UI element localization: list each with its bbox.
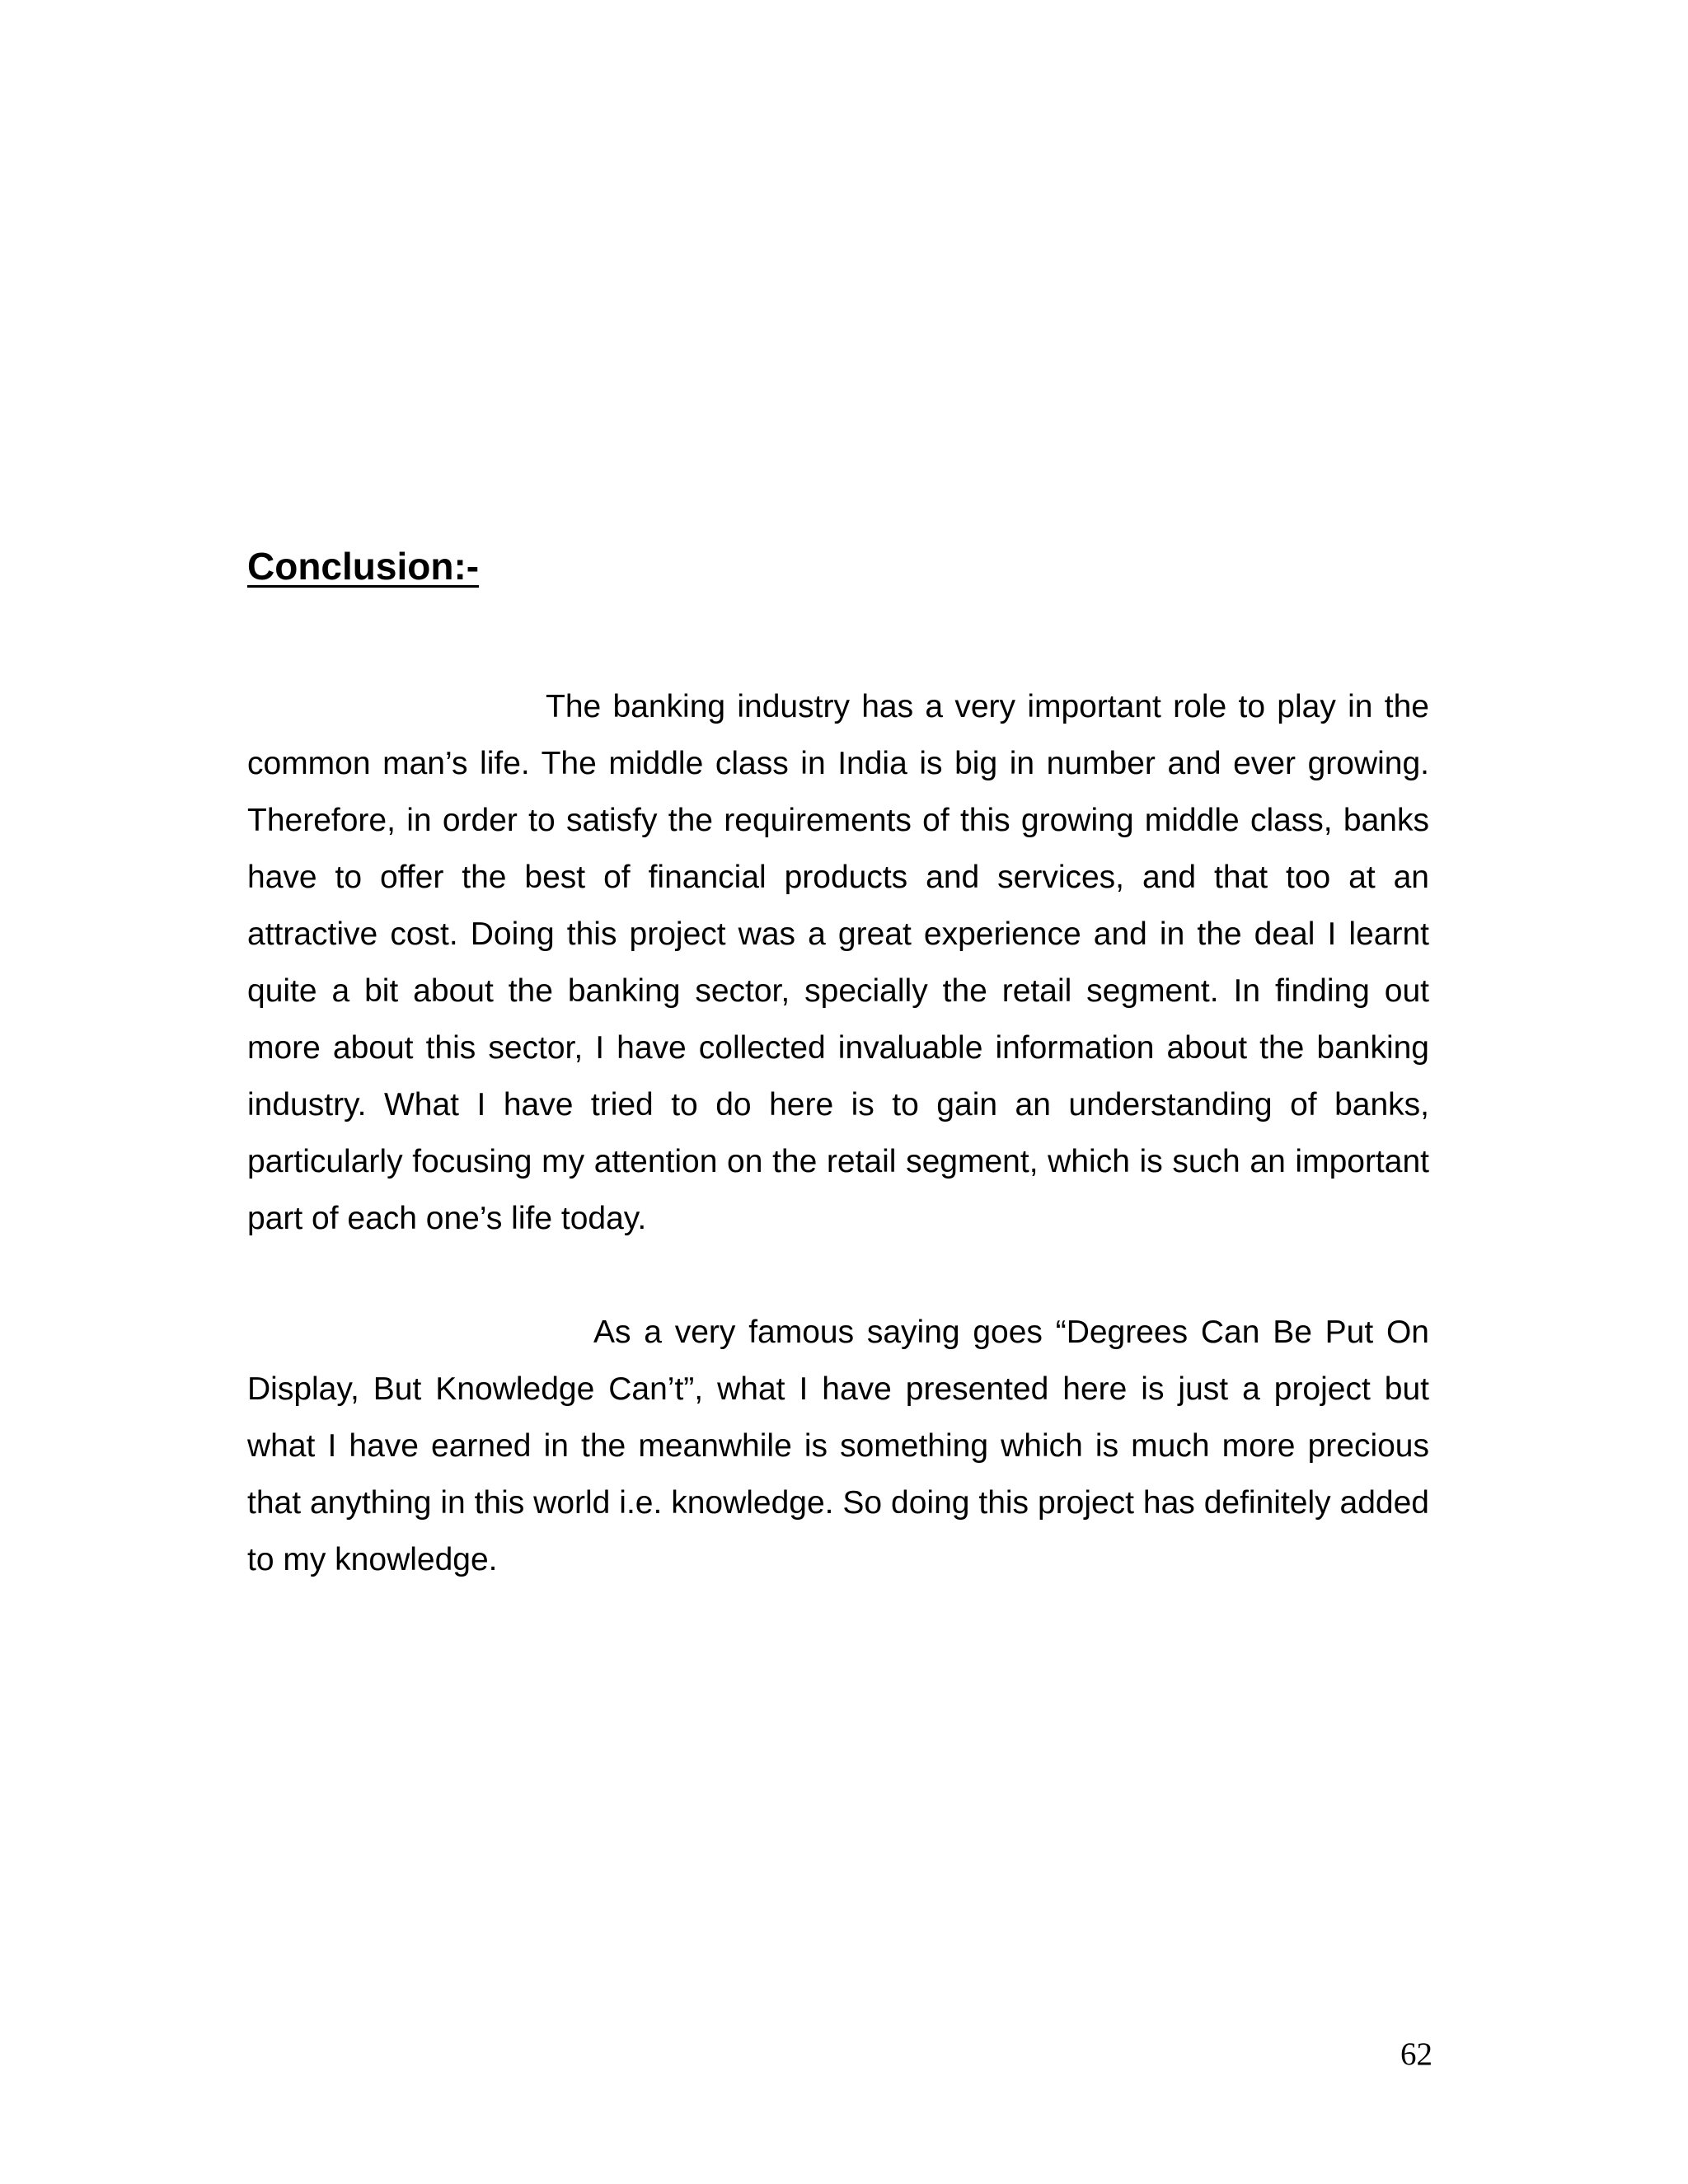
page-number: 62: [1400, 2036, 1432, 2072]
conclusion-paragraph-1: The banking industry has a very important role to play in the common man’s life. The middle class in India is big in number and ever growing. Therefore, in order to satisfy the requirements of this growing middle class, banks have to offer the best of financial products and services, and that too at an attractive cost. Doing this project was a great experience and in the deal I learnt quite a bit about the banking sector, specially the retail segment. In finding out more about this sector, I have collected invaluable information about the banking industry. What I have tried to do here is to gain an understanding of banks, particularly focusing my attention on the retail segment, which is such an important part of each one’s life today.: [247, 689, 1429, 1237]
conclusion-paragraph-2: As a very famous saying goes “Degrees Can Be Put On Display, But Knowledge Can’t”, what I have presented here is just a project but what I have earned in the meanwhile is something which is much more precious that anything in this world i.e. knowledge. So doing this project has definitely added to my knowledge.: [247, 1315, 1429, 1578]
page-body: [247, 544, 1429, 1588]
page-title: Conclusion:-: [247, 545, 480, 588]
